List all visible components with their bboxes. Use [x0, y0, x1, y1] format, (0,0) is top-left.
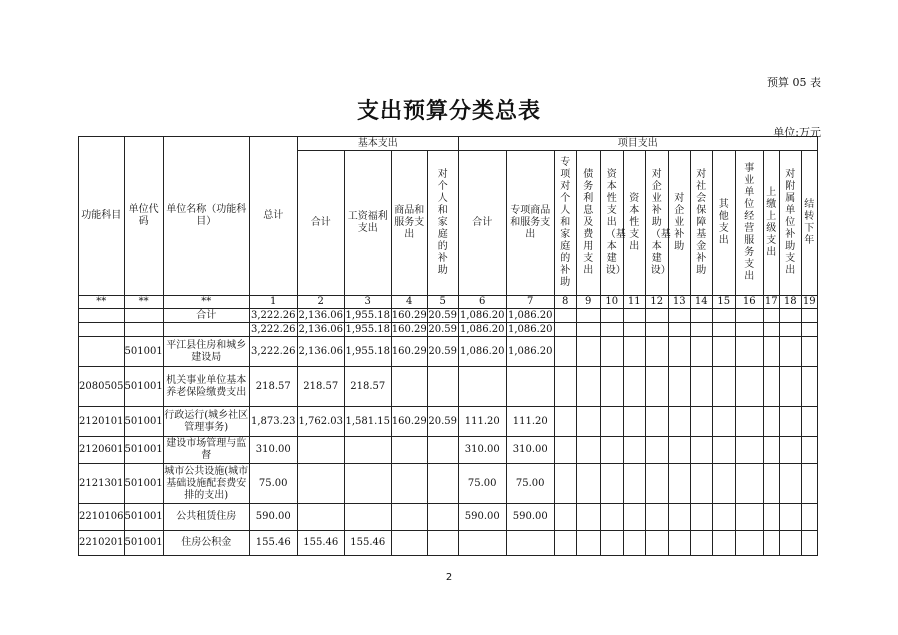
value-cell: 155.46 [344, 531, 391, 556]
value-cell [645, 407, 668, 437]
value-cell [576, 309, 600, 323]
header-personal: 对个人和家庭的补助 [427, 151, 458, 296]
value-cell: 590.00 [506, 504, 554, 531]
value-cell [623, 323, 645, 337]
value-cell: 3,222.26 [250, 323, 296, 335]
header-public-service: 事业单位经营服务支出 [735, 151, 763, 296]
index-cell: 2 [297, 296, 344, 309]
index-cell: 5 [427, 296, 458, 309]
value-cell: 160.29 [391, 323, 427, 335]
value-cell [600, 337, 623, 367]
index-cell: 9 [576, 296, 600, 309]
value-cell [344, 437, 391, 464]
header-debt: 债务利息及费用支出 [576, 151, 600, 296]
value-cell [600, 407, 623, 437]
value-cell: 75.00 [506, 464, 554, 504]
unit-name-cell: 机关事业单位基本养老保险缴费支出 [163, 367, 249, 407]
value-cell [801, 531, 817, 556]
unit-name-cell [163, 323, 249, 337]
table-row [79, 504, 818, 531]
value-cell: 20.59 [427, 337, 458, 367]
table-row [79, 407, 818, 437]
header-other: 其他支出 [712, 151, 735, 296]
index-cell: ** [163, 296, 249, 309]
unit-name-cell: 合计 [163, 309, 249, 323]
value-cell [801, 437, 817, 464]
value-cell [427, 504, 458, 531]
func-code-cell: 2080505 [79, 367, 125, 407]
index-cell: 1 [249, 296, 297, 309]
index-row [79, 296, 818, 309]
value-cell [801, 504, 817, 531]
value-cell [576, 407, 600, 437]
value-cell [645, 464, 668, 504]
value-cell: 218.57 [297, 367, 344, 407]
header-basic-sum: 合计 [297, 151, 344, 296]
index-cell: 15 [712, 296, 735, 309]
unit-code-cell: 501001 [124, 504, 163, 531]
header-special-personal: 专项对个人和家庭的补助 [554, 151, 576, 296]
value-cell [690, 464, 712, 504]
header-carry: 结转下年 [801, 151, 817, 296]
value-cell: 3,222.26 [250, 309, 296, 321]
index-cell: ** [124, 296, 163, 309]
value-cell [554, 323, 576, 337]
value-cell [779, 504, 801, 531]
header-proj-sum: 合计 [458, 151, 506, 296]
value-cell [458, 531, 506, 556]
header-func-code: 功能科目 [79, 137, 125, 296]
unit-code-cell: 501001 [124, 437, 163, 464]
value-cell: 1,955.18 [345, 309, 390, 321]
header-unit-name: 单位名称（功能科目） [163, 137, 249, 296]
value-cell [645, 504, 668, 531]
func-code-cell [79, 323, 125, 337]
unit-code-cell: 501001 [124, 407, 163, 437]
value-cell [554, 437, 576, 464]
value-cell: 310.00 [249, 437, 297, 464]
value-cell [458, 367, 506, 407]
unit-name-cell: 住房公积金 [163, 531, 249, 556]
value-cell [344, 464, 391, 504]
value-cell: 310.00 [506, 437, 554, 464]
index-cell: 6 [458, 296, 506, 309]
value-cell [391, 504, 427, 531]
page-title: 支出预算分类总表 [356, 99, 541, 124]
value-cell [554, 407, 576, 437]
value-cell [645, 531, 668, 556]
func-code-cell [79, 309, 125, 323]
value-cell: 160.29 [391, 407, 427, 437]
value-cell [576, 437, 600, 464]
index-cell: ** [79, 296, 125, 309]
value-cell [690, 504, 712, 531]
value-cell [735, 437, 763, 464]
value-cell: 2,136.06 [298, 323, 343, 335]
value-cell [690, 531, 712, 556]
value-cell: 1,086.20 [506, 337, 554, 367]
value-cell [801, 337, 817, 367]
value-cell [506, 531, 554, 556]
value-cell [554, 309, 576, 323]
unit-code-cell: 501001 [124, 337, 163, 367]
value-cell [779, 464, 801, 504]
value-cell: 75.00 [458, 464, 506, 504]
value-cell [712, 464, 735, 504]
value-cell [779, 309, 801, 323]
value-cell [712, 407, 735, 437]
unit-name-cell: 建设市场管理与监督 [163, 437, 249, 464]
value-cell: 155.46 [249, 531, 297, 556]
header-capital-build: 资本性支出（基本建设） [600, 151, 623, 296]
table-row [79, 309, 818, 323]
value-cell [645, 367, 668, 407]
value-cell: 1,873.23 [249, 407, 297, 437]
table-code: 预算 05 表 [767, 76, 821, 89]
value-cell [344, 504, 391, 531]
value-cell [668, 309, 690, 323]
value-cell: 590.00 [458, 504, 506, 531]
value-cell [391, 464, 427, 504]
value-cell [779, 407, 801, 437]
value-cell: 111.20 [458, 407, 506, 437]
value-cell: 3,222.26 [249, 337, 297, 367]
value-cell: 1,086.20 [459, 323, 505, 335]
func-code-cell: 2210106 [79, 504, 125, 531]
header-subsidy: 对附属单位补助支出 [779, 151, 801, 296]
value-cell [801, 367, 817, 407]
func-code-cell: 2120101 [79, 407, 125, 437]
value-cell [801, 464, 817, 504]
index-cell: 7 [506, 296, 554, 309]
value-cell [576, 337, 600, 367]
value-cell [712, 504, 735, 531]
value-cell [554, 337, 576, 367]
table-row [79, 531, 818, 556]
value-cell [779, 531, 801, 556]
value-cell: 1,086.20 [458, 337, 506, 367]
table-row [79, 323, 818, 337]
value-cell [735, 407, 763, 437]
index-cell: 19 [802, 296, 816, 307]
value-cell [690, 323, 712, 337]
value-cell [554, 367, 576, 407]
value-cell [391, 367, 427, 407]
value-cell [779, 337, 801, 367]
unit-code-cell: 501001 [124, 367, 163, 407]
value-cell [763, 337, 779, 367]
value-cell [668, 437, 690, 464]
value-cell [600, 504, 623, 531]
table-row [79, 337, 818, 367]
value-cell [712, 367, 735, 407]
value-cell [735, 323, 763, 337]
value-cell [668, 367, 690, 407]
value-cell: 20.59 [428, 309, 458, 321]
value-cell: 20.59 [428, 323, 458, 335]
table-row [79, 464, 818, 504]
value-cell [576, 464, 600, 504]
header-enterprise: 对企业补助 [668, 151, 690, 296]
value-cell: 155.46 [297, 531, 344, 556]
budget-table [78, 136, 818, 556]
value-cell [779, 323, 801, 337]
value-cell [600, 309, 623, 323]
value-cell [576, 531, 600, 556]
index-cell: 11 [623, 296, 645, 309]
value-cell [690, 437, 712, 464]
value-cell: 1,762.03 [297, 407, 344, 437]
value-cell: 2,136.06 [297, 337, 344, 367]
value-cell [668, 323, 690, 337]
value-cell [427, 437, 458, 464]
value-cell [763, 531, 779, 556]
value-cell [763, 323, 779, 337]
value-cell: 590.00 [249, 504, 297, 531]
value-cell [735, 504, 763, 531]
header-total: 总计 [249, 137, 297, 296]
value-cell [763, 367, 779, 407]
value-cell [735, 337, 763, 367]
value-cell [763, 309, 779, 323]
value-cell [623, 464, 645, 504]
unit-code-cell: 501001 [124, 464, 163, 504]
value-cell: 111.20 [506, 407, 554, 437]
value-cell [623, 437, 645, 464]
header-goods: 商品和服务支出 [391, 151, 427, 296]
index-cell: 18 [779, 296, 801, 309]
value-cell: 160.29 [391, 309, 427, 321]
index-cell: 10 [600, 296, 623, 309]
value-cell [554, 531, 576, 556]
value-cell [623, 531, 645, 556]
value-cell [623, 407, 645, 437]
unit-code-cell: 501001 [124, 531, 163, 556]
header-basic: 基本支出 [297, 137, 458, 151]
index-cell: 8 [554, 296, 576, 309]
table-row [79, 367, 818, 407]
header-capital: 资本性支出 [623, 151, 645, 296]
value-cell [576, 504, 600, 531]
value-cell [690, 367, 712, 407]
value-cell [735, 464, 763, 504]
header-special-goods: 专项商品和服务支出 [506, 151, 554, 296]
value-cell [576, 367, 600, 407]
value-cell [297, 504, 344, 531]
value-cell [623, 367, 645, 407]
value-cell [297, 437, 344, 464]
value-cell [801, 309, 817, 323]
value-cell [712, 337, 735, 367]
func-code-cell: 2120601 [79, 437, 125, 464]
value-cell [645, 309, 668, 323]
header-wage: 工资福利支出 [344, 151, 391, 296]
index-cell: 13 [668, 296, 690, 309]
value-cell [623, 504, 645, 531]
value-cell: 1,086.20 [507, 323, 553, 335]
value-cell: 310.00 [458, 437, 506, 464]
value-cell [801, 323, 817, 337]
value-cell [554, 464, 576, 504]
header-enterprise-build: 对企业补助（基本建设） [645, 151, 668, 296]
value-cell: 1,955.18 [344, 337, 391, 367]
unit-code-cell [124, 323, 163, 337]
header-social: 对社会保障基金补助 [690, 151, 712, 296]
value-cell [668, 531, 690, 556]
value-cell [735, 367, 763, 407]
value-cell [801, 407, 817, 437]
func-code-cell [79, 337, 125, 367]
header-project: 项目支出 [458, 137, 817, 151]
value-cell: 1,955.18 [345, 323, 390, 335]
unit-name-cell: 城市公共设施(城市基础设施配套费安排的支出) [163, 464, 249, 504]
index-cell: 12 [645, 296, 668, 309]
value-cell [600, 367, 623, 407]
value-cell [763, 464, 779, 504]
index-cell: 4 [391, 296, 427, 309]
value-cell [735, 309, 763, 323]
value-cell [600, 323, 623, 337]
unit-name-cell: 行政运行(城乡社区管理事务) [163, 407, 249, 437]
value-cell [645, 323, 668, 337]
value-cell: 218.57 [344, 367, 391, 407]
value-cell [600, 437, 623, 464]
index-cell: 16 [735, 296, 763, 309]
value-cell: 1,086.20 [459, 309, 505, 321]
index-cell: 3 [344, 296, 391, 309]
value-cell [763, 407, 779, 437]
value-cell [427, 531, 458, 556]
unit-label: 单位:万元 [773, 126, 821, 139]
value-cell [712, 531, 735, 556]
value-cell [668, 504, 690, 531]
value-cell [712, 437, 735, 464]
value-cell [690, 337, 712, 367]
value-cell [779, 367, 801, 407]
table-body [79, 309, 818, 556]
value-cell [297, 464, 344, 504]
value-cell: 218.57 [249, 367, 297, 407]
func-code-cell: 2121301 [79, 464, 125, 504]
unit-name-cell: 公共租赁住房 [163, 504, 249, 531]
value-cell [391, 437, 427, 464]
value-cell [668, 464, 690, 504]
value-cell: 20.59 [427, 407, 458, 437]
value-cell [600, 464, 623, 504]
value-cell: 2,136.06 [298, 309, 343, 321]
value-cell: 1,581.15 [344, 407, 391, 437]
table-row [79, 437, 818, 464]
value-cell [554, 504, 576, 531]
value-cell [779, 437, 801, 464]
value-cell [763, 504, 779, 531]
value-cell: 75.00 [249, 464, 297, 504]
unit-name-cell: 平江县住房和城乡建设局 [163, 337, 249, 367]
value-cell [391, 531, 427, 556]
index-cell: 14 [690, 296, 712, 309]
value-cell [763, 437, 779, 464]
value-cell [668, 407, 690, 437]
header-unit-code: 单位代码 [124, 137, 163, 296]
value-cell [506, 367, 554, 407]
value-cell [427, 464, 458, 504]
value-cell [690, 407, 712, 437]
value-cell [623, 309, 645, 323]
index-cell: 17 [764, 296, 778, 307]
header-turn-up: 上缴上级支出 [763, 151, 779, 296]
value-cell [735, 531, 763, 556]
value-cell [427, 367, 458, 407]
value-cell [712, 309, 735, 323]
value-cell [600, 531, 623, 556]
value-cell [623, 337, 645, 367]
value-cell [645, 437, 668, 464]
page-number: 2 [445, 572, 453, 583]
value-cell [668, 337, 690, 367]
value-cell [690, 309, 712, 323]
unit-code-cell [124, 309, 163, 323]
func-code-cell: 2210201 [79, 531, 125, 556]
value-cell: 1,086.20 [507, 309, 553, 321]
value-cell [712, 323, 735, 337]
value-cell [645, 337, 668, 367]
value-cell: 160.29 [391, 337, 427, 367]
value-cell [576, 323, 600, 337]
